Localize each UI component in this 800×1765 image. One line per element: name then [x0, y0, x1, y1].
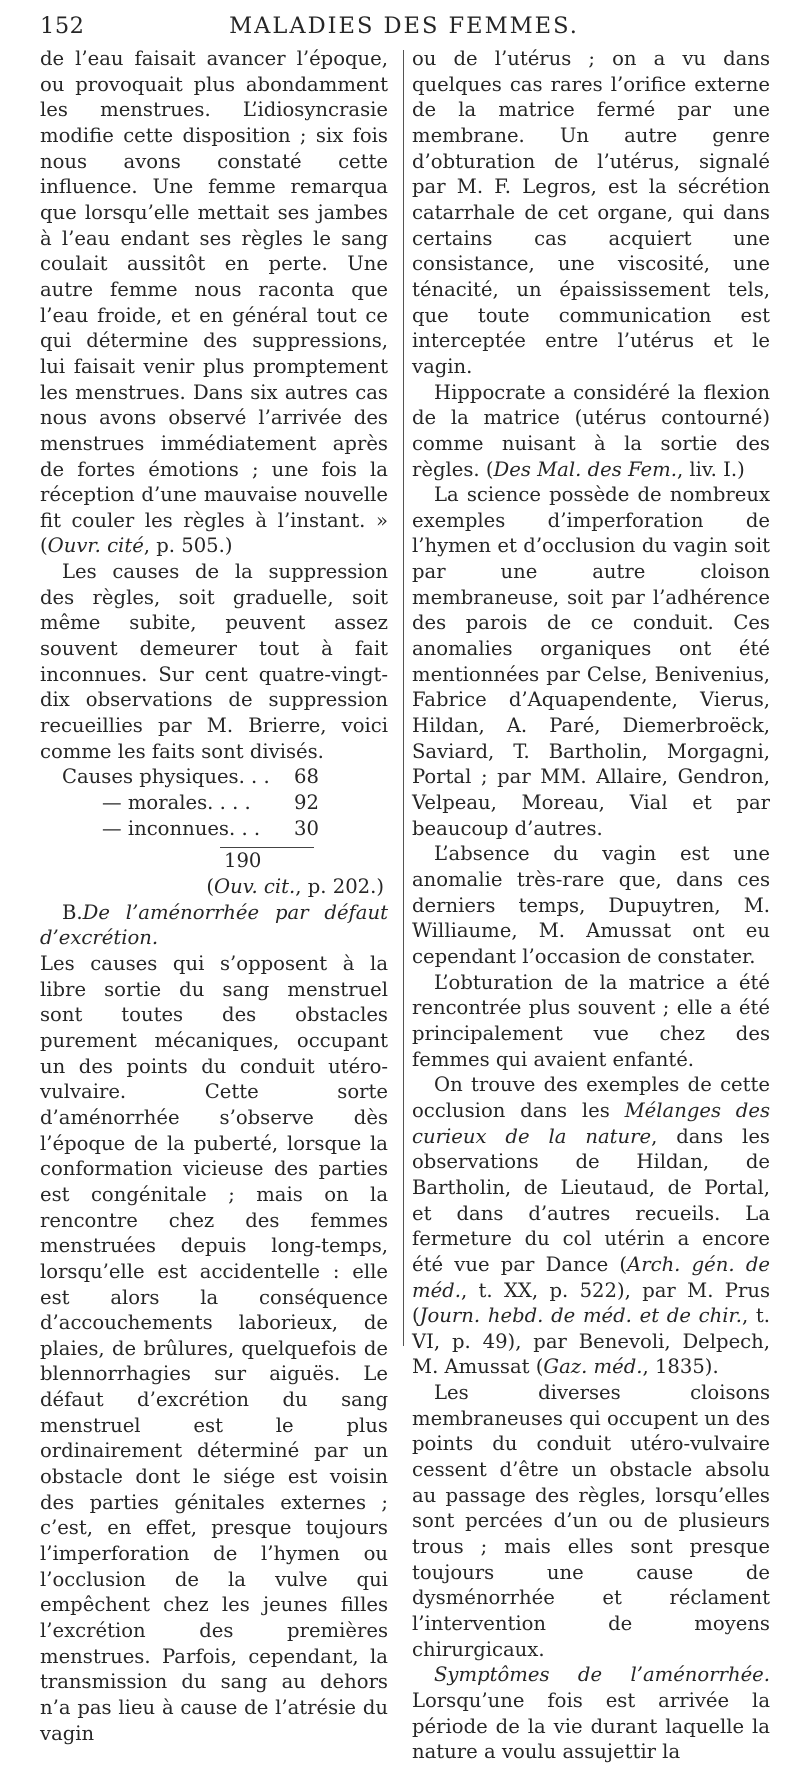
section-heading: B.De l’aménorrhée par défaut d’excrétion.: [40, 900, 388, 950]
paragraph: L’obturation de la matrice a été rencontrée plus souvent ; elle a été principalement vue chez des femmes qui avaient enfanté.: [412, 970, 770, 1071]
paragraph: Hippocrate a considéré la flexion de la matrice (utérus contourné) comme nuisant à la sortie des règles. (Des Mal. des Fem., liv. I.): [412, 380, 770, 481]
left-column: [40, 46, 388, 1746]
right-column: [412, 46, 770, 1765]
paragraph: ou de l’utérus ; on a vu dans quelques cas rares l’orifice externe de la matrice fermé par une membrane. Un autre genre d’obturation de l’utérus, signalé par M. F. Legros, est la sécrétion catarrhale de cet organe, qui dans certains cas acquiert une consistance, une viscosité, une ténacité, un épaississement tels, que toute communication est interceptée entre l’utérus et le vagin.: [412, 47, 770, 378]
paragraph: Symptômes de l’aménorrhée. Lorsqu’une fois est arrivée la période de la vie durant laquelle la nature a voulu assujettir la: [412, 1663, 770, 1764]
column-divider: [403, 50, 404, 1346]
causes-row: Causes physiques. . . 68: [62, 765, 319, 789]
causes-row: — morales. . . . 92: [102, 791, 319, 815]
causes-total: 190: [224, 849, 262, 873]
running-title: MALADIES DES FEMMES.: [229, 13, 579, 39]
paragraph: Les causes de la suppression des règles, soit graduelle, soit même subite, peuvent assez souvent demeurer tout à fait inconnues. Sur cent quatre-vingt-dix observations de suppression recueillies par M. Brierre, voici comme les faits sont divisés.: [40, 560, 388, 763]
paragraph: L’absence du vagin est une anomalie très-rare que, dans ces derniers temps, Dupuytren, M. Williaume, M. Amussat ont eu cependant l’occasion de constater.: [412, 842, 770, 968]
paragraph: Les causes qui s’opposent à la libre sortie du sang menstruel sont toutes des obstacles purement mécaniques, occupant un des points du conduit utéro-vulvaire. Cette sorte d’aménorrhée s’observe dès l’époque de la puberté, lorsque la conformation vicieuse des parties est congénitale ; mais on la rencontre chez des femmes menstruées depuis long-temps, lorsqu’elle est accidentelle : elle est alors la conséquence d’accouchements laborieux, de plaies, de brûlures, quelquefois de blennorrhagies sur aiguës. Le défaut d’excrétion du sang menstruel est le plus ordinairement déterminé par un obstacle dont le siége est voisin des parties génitales externes ; c’est, en effet, presque toujours l’imperforation de l’hymen ou l’occlusion de la vulve qui empêchent chez les jeunes filles l’excrétion des premières menstrues. Parfois, cependant, la transmission du sang au dehors n’a pas lieu à cause de l’atrésie du vagin: [40, 951, 388, 1745]
paragraph: La science possède de nombreux exemples d’imperforation de l’hymen et d’occlusion du vagin soit par une autre cloison membraneuse, soit par l’adhérence des parois de ce conduit. Ces anomalies organiques ont été mentionnées par Celse, Benivenius, Fabrice d’Aquapendente, Vierus, Hildan, A. Paré, Diemerbroëck, Saviard, T. Bartholin, Morgagni, Portal ; par MM. Allaire, Gendron, Velpeau, Moreau, Vial et par beaucoup d’autres.: [412, 483, 770, 840]
paragraph: de l’eau faisait avancer l’époque, ou provoquait plus abondamment les menstrues. L’idiosyncrasie modifie cette disposition ; six fois nous avons constaté cette influence. Une femme remarqua que lorsqu’elle mettait ses jambes à l’eau endant ses règles le sang coulait aussitôt en perte. Une autre femme nous raconta que l’eau froide, et en général tout ce qui détermine des suppressions, lui faisait venir plus promptement les menstrues. Dans six autres cas nous avons observé l’arrivée des menstrues immédiatement après de fortes émotions ; une fois la réception d’une mauvaise nouvelle fit couler les règles à l’instant. » (Ouvr. cité, p. 505.): [40, 47, 388, 558]
paragraph: Les diverses cloisons membraneuses qui occupent un des points du conduit utéro-vulvaire cessent d’être un obstacle absolu au passage des règles, lorsqu’elles sont percées d’un ou de plusieurs trous ; mais elles sont presque toujours une cause de dysménorrhée et réclament l’intervention de moyens chirurgicaux.: [412, 1381, 770, 1661]
citation: (Ouv. cit., p. 202.): [206, 875, 384, 898]
page-number: 152: [40, 13, 85, 39]
page-header: [40, 6, 768, 46]
causes-row: — inconnues. . . 30: [102, 816, 319, 840]
paragraph: On trouve des exemples de cette occlusion dans les Mélanges des curieux de la nature, dans les observations de Hildan, de Bartholin, de Lieutaud, de Portal, et dans d’autres recueils. La fermeture du col utérin a encore été vue par Dance (Arch. gén. de méd., t. XX, p. 522), par M. Prus (Journ. hebd. de méd. et de chir., t. VI, p. 49), par Benevoli, Delpech, M. Amussat (Gaz. méd., 1835).: [412, 1073, 771, 1379]
causes-table: [40, 764, 388, 874]
